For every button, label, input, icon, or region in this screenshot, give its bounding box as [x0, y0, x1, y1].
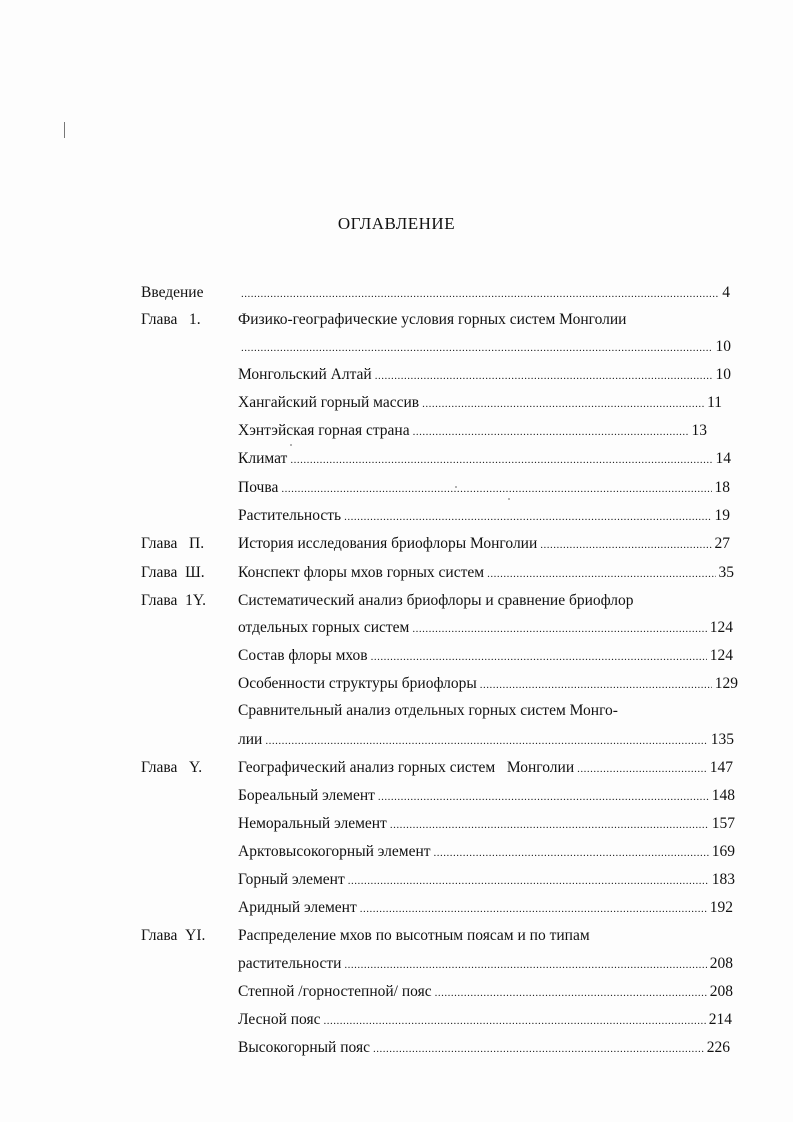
- toc-leader-dots: [434, 841, 709, 865]
- toc-row: [0, 616, 793, 640]
- toc-entry: [238, 391, 722, 415]
- toc-row: [0, 447, 793, 471]
- toc-leader-dots: [412, 617, 706, 641]
- toc-entry: [238, 616, 733, 640]
- toc-entry: [238, 644, 733, 668]
- toc-chapter-label: Глава 1Y.: [141, 592, 206, 609]
- toc-entry: [238, 699, 702, 723]
- toc-leader-dots: [540, 533, 711, 557]
- toc-leader-dots: [373, 1037, 704, 1061]
- toc-row: [0, 335, 793, 359]
- toc-page-number: 10: [715, 366, 731, 383]
- toc-page-number: 226: [706, 1039, 730, 1056]
- toc-entry: [238, 504, 730, 528]
- toc-row: [0, 476, 793, 500]
- toc-entry-title: отдельных горных систем: [238, 619, 410, 636]
- toc-entry: [238, 419, 707, 443]
- toc-leader-dots: [480, 673, 712, 697]
- toc-page-number: 135: [710, 731, 734, 748]
- toc-row: [0, 644, 793, 668]
- toc-page-number: 18: [714, 479, 730, 496]
- toc-leader-dots: [435, 981, 707, 1005]
- toc-page-number: 27: [714, 535, 730, 552]
- toc-entry-title: Растительность: [238, 507, 342, 524]
- toc-entry: [238, 784, 735, 808]
- toc-page-number: 124: [709, 619, 733, 636]
- toc-entry: [238, 532, 730, 556]
- toc-row: [0, 952, 793, 976]
- toc-chapter-label: Глава Y.: [141, 759, 203, 776]
- toc-leader-dots: [371, 645, 707, 669]
- toc-entry-title: Климат: [238, 450, 288, 467]
- toc-page-number: 192: [709, 899, 733, 916]
- toc-chapter-label: Введение: [141, 284, 204, 301]
- toc-leader-dots: [375, 364, 713, 388]
- toc-entry-title: Сравнительный анализ отдельных горных систем Монго-: [238, 702, 618, 719]
- toc-page-number: 183: [711, 871, 735, 888]
- toc-row: [0, 896, 793, 920]
- toc-entry: [238, 756, 733, 780]
- toc-entry: [238, 868, 735, 892]
- toc-leader-dots: [290, 448, 712, 472]
- toc-row: [0, 391, 793, 415]
- toc-entry: [238, 589, 707, 613]
- toc-row: [0, 1008, 793, 1032]
- toc-leader-dots: [390, 813, 709, 837]
- toc-entry: [238, 561, 734, 585]
- toc-entry: [238, 672, 738, 696]
- toc-entry-title: Неморальный элемент: [238, 815, 387, 832]
- toc-entry-title: Конспект флоры мхов горных систем: [238, 564, 485, 581]
- toc-entry-title: Лесной пояс: [238, 1011, 321, 1028]
- toc-row: [0, 363, 793, 387]
- toc-page-number: 14: [715, 450, 731, 467]
- toc-entry: [238, 363, 731, 387]
- toc-entry-title: Хангайский горный массив: [238, 394, 420, 411]
- toc-entry: [238, 952, 733, 976]
- toc-row: [0, 281, 793, 305]
- toc-chapter-label: Глава 1.: [141, 311, 201, 328]
- toc-page-number: 208: [709, 983, 733, 1000]
- toc-entry-title: Хэнтэйская горная страна: [238, 422, 410, 439]
- toc-entry-title: Состав флоры мхов: [238, 647, 368, 664]
- toc-entry: [238, 840, 735, 864]
- toc-leader-dots: [577, 757, 707, 781]
- toc-row: [0, 504, 793, 528]
- toc-row: [0, 699, 793, 723]
- toc-row: [0, 532, 793, 556]
- toc-entry-title: Монгольский Алтай: [238, 366, 372, 383]
- toc-entry: [238, 1036, 730, 1060]
- toc-leader-dots: [265, 729, 707, 753]
- toc-leader-dots: [344, 953, 706, 977]
- toc-entry: [238, 281, 730, 305]
- toc-entry-title: Систематический анализ бриофлоры и сравнение бриофлор: [238, 592, 634, 609]
- toc-entry-title: Географический анализ горных систем Монголии: [238, 759, 575, 776]
- toc-row: [0, 812, 793, 836]
- toc-entry-title: Распределение мхов по высотным поясам и по типам: [238, 927, 590, 944]
- toc-row: [0, 419, 793, 443]
- toc-entry: [238, 1008, 732, 1032]
- toc-entry: [238, 476, 730, 500]
- toc-page-number: 13: [691, 422, 707, 439]
- toc-leader-dots: [344, 505, 711, 529]
- toc-page-number: 4: [722, 284, 730, 301]
- toc-entry: [238, 728, 734, 752]
- toc-leader-dots: [324, 1009, 706, 1033]
- toc-entry: [238, 812, 735, 836]
- page-title: ОГЛАВЛЕНИЕ: [337, 214, 456, 233]
- toc-row: [0, 589, 793, 613]
- toc-entry: [238, 924, 690, 948]
- toc-row: [0, 868, 793, 892]
- toc-entry-title: Горный элемент: [238, 871, 345, 888]
- toc-chapter-label: Глава Ш.: [141, 564, 205, 581]
- toc-leader-dots: [360, 897, 707, 921]
- toc-entry-title: История исследования бриофлоры Монголии: [238, 535, 538, 552]
- toc-entry: [238, 896, 733, 920]
- toc-page-number: 169: [711, 843, 735, 860]
- toc-entry-title: Физико-географические условия горных систем Монголии: [238, 311, 627, 328]
- toc-leader-dots: [413, 420, 689, 444]
- toc-entry-title: Особенности структуры бриофлоры: [238, 675, 477, 692]
- toc-page-number: 19: [714, 507, 730, 524]
- toc-entry-title: лии: [238, 731, 263, 748]
- toc-row: [0, 924, 793, 948]
- toc-row: [0, 672, 793, 696]
- toc-page-number: 11: [707, 394, 722, 411]
- toc-chapter-label: Глава П.: [141, 535, 205, 552]
- toc-entry-title: Степной /горностепной/ пояс: [238, 983, 432, 1000]
- toc-leader-dots: [281, 477, 711, 501]
- toc-entry: [238, 335, 731, 359]
- toc-row: [0, 1036, 793, 1060]
- toc-page-number: 35: [718, 564, 734, 581]
- toc-leader-dots: [241, 336, 713, 360]
- toc-row: [0, 728, 793, 752]
- toc-row: [0, 561, 793, 585]
- toc-entry-title: Арктовысокогорный элемент: [238, 843, 431, 860]
- toc-leader-dots: [348, 869, 709, 893]
- toc-leader-dots: [378, 785, 709, 809]
- toc-page-number: 129: [714, 675, 738, 692]
- toc-entry: [238, 980, 733, 1004]
- toc-chapter-label: Глава YI.: [141, 927, 206, 944]
- toc-row: [0, 980, 793, 1004]
- toc-entry-title: Почва: [238, 479, 279, 496]
- toc-row: [0, 784, 793, 808]
- toc-entry-title: растительности: [238, 955, 342, 972]
- toc-entry: [238, 308, 699, 332]
- toc-page-number: 124: [709, 647, 733, 664]
- toc-page-number: 157: [711, 815, 735, 832]
- toc-page-number: 10: [715, 338, 731, 355]
- toc-page-number: 148: [711, 787, 735, 804]
- toc-row: [0, 840, 793, 864]
- toc-entry-title: Аридный элемент: [238, 899, 357, 916]
- toc-entry: [238, 447, 731, 471]
- toc-entry-title: Бореальный элемент: [238, 787, 375, 804]
- toc-leader-dots: [241, 282, 719, 306]
- toc-row: [0, 756, 793, 780]
- toc-row: [0, 308, 793, 332]
- toc-entry-title: Высокогорный пояс: [238, 1039, 370, 1056]
- toc-page-number: 147: [709, 759, 733, 776]
- toc-page-number: 214: [708, 1011, 732, 1028]
- toc-page-number: 208: [709, 955, 733, 972]
- toc-leader-dots: [422, 392, 704, 416]
- toc-leader-dots: [487, 562, 715, 586]
